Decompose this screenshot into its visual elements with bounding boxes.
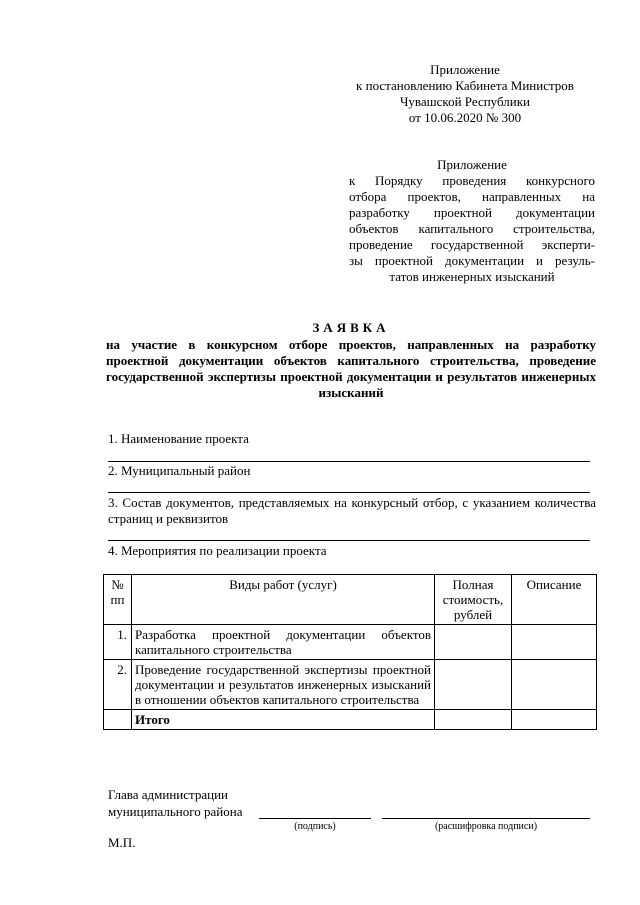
table-total-row: [104, 710, 597, 730]
row-description-cell[interactable]: [512, 625, 597, 660]
row-cost-cell[interactable]: [435, 660, 512, 710]
appendix-order-line: разработку проектной документации: [349, 205, 595, 220]
header-cost: Полная стоимость, рублей: [435, 575, 512, 625]
header-works: Виды работ (услуг): [132, 575, 435, 625]
fill-line-municipal-district[interactable]: [108, 492, 590, 493]
caption-signature: (подпись): [294, 821, 336, 832]
table-row: [104, 625, 597, 660]
header-description: Описание: [512, 575, 597, 625]
appendix-order-line: татов инженерных изысканий: [389, 269, 555, 284]
signature-line[interactable]: [259, 818, 371, 819]
fill-line-project-name[interactable]: [108, 461, 590, 462]
appendix-order-line: отбора проектов, направленных на: [349, 189, 595, 204]
appendix-order-heading: Приложение: [437, 157, 507, 172]
table-header-row: [104, 575, 597, 625]
total-description-cell[interactable]: [512, 710, 597, 730]
appendix-order-line: зы проектной документации и резуль-: [349, 253, 595, 268]
appendix-header: [335, 62, 595, 126]
row-work: Проведение государственной экспертизы проектной документации и результатов инженерных изысканий в отношении объектов капитального строительства: [132, 660, 435, 710]
document-title: ЗАЯВКА: [312, 320, 390, 335]
row-num: [104, 710, 132, 730]
signature-decoding-line[interactable]: [382, 818, 590, 819]
appendix-order-header: [349, 157, 595, 285]
appendix-header-line: от 10.06.2020 № 300: [408, 110, 522, 125]
item-activities: 4. Мероприятия по реализации проекта: [108, 543, 327, 558]
item-documents: 3. Состав документов, представляемых на конкурсный отбор, с указанием количества страниц и реквизитов: [108, 495, 596, 526]
appendix-header-line: к постановлению Кабинета Министров: [356, 78, 574, 93]
appendix-header-line: Приложение: [430, 62, 500, 77]
fill-line-documents[interactable]: [108, 540, 590, 541]
signature-title-line2: муниципального района: [108, 804, 243, 819]
appendix-header-line: Чувашской Республики: [399, 94, 531, 109]
total-cost-cell[interactable]: [435, 710, 512, 730]
row-description-cell[interactable]: [512, 660, 597, 710]
table-row: [104, 660, 597, 710]
document-title-block: [106, 320, 596, 401]
header-num: № пп: [104, 575, 132, 625]
item-municipal-district: 2. Муниципальный район: [108, 463, 251, 478]
total-label: Итого: [132, 710, 435, 730]
row-work: Разработка проектной документации объектов капитального строительства: [132, 625, 435, 660]
row-num: 1.: [104, 625, 132, 660]
signature-title-line1: Глава администрации: [108, 787, 229, 802]
document-subtitle: на участие в конкурсном отборе проектов, направленных на разработку проектной документации объектов капитального строительства, проведение государственной экспертизы проектной документации и результатов инженерных изысканий: [106, 337, 596, 400]
row-cost-cell[interactable]: [435, 625, 512, 660]
appendix-order-line: объектов капитального строительства,: [349, 221, 595, 236]
appendix-order-line: проведение государственной эксперти-: [349, 237, 595, 252]
stamp-label: М.П.: [108, 835, 136, 850]
item-project-name: 1. Наименование проекта: [108, 431, 249, 446]
works-table: [103, 574, 597, 730]
row-num: 2.: [104, 660, 132, 710]
caption-decoding: (расшифровка подписи): [434, 821, 538, 832]
appendix-order-line: к Порядку проведения конкурсного: [349, 173, 595, 188]
